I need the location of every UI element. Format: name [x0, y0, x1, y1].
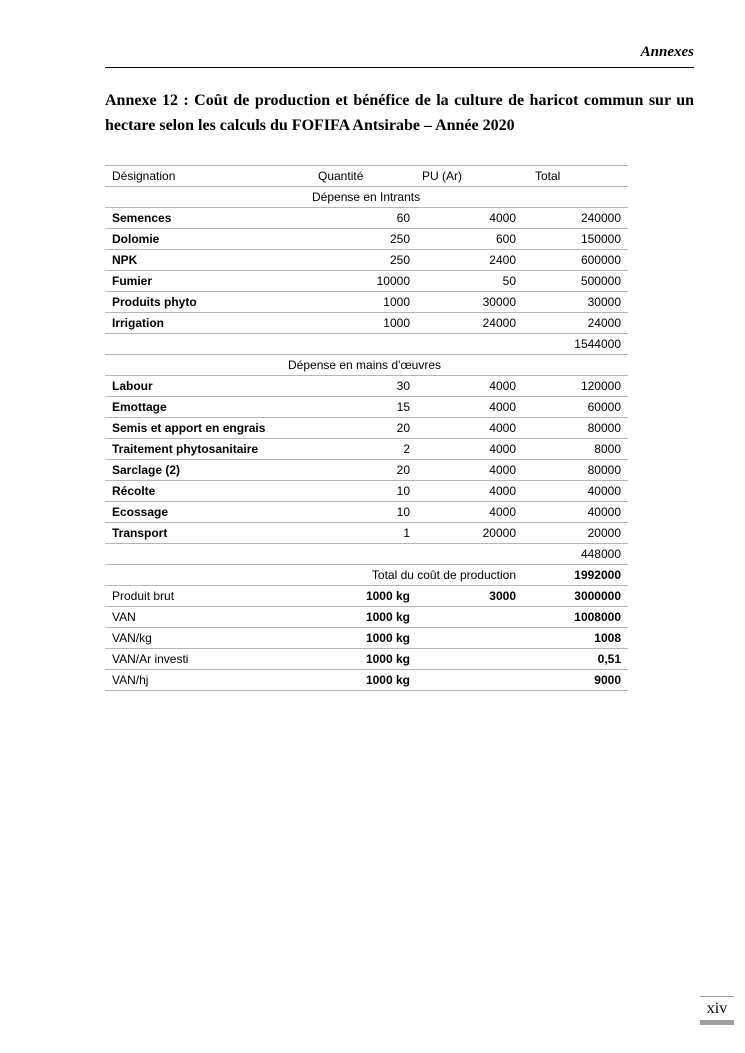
cell-quantite: 1000 kg	[288, 586, 417, 607]
cell-pu	[417, 607, 523, 628]
cell-quantite: 10	[288, 502, 417, 523]
cell-quantite: 1000 kg	[288, 649, 417, 670]
total-cost-row	[105, 565, 628, 586]
cell-pu: 24000	[417, 313, 523, 334]
table-row	[105, 229, 628, 250]
section-row-intrants	[105, 187, 628, 208]
cell-designation: Dolomie	[105, 229, 288, 250]
cell-designation: Produit brut	[105, 586, 288, 607]
col-header-total: Total	[523, 166, 628, 187]
col-header-pu: PU (Ar)	[417, 166, 523, 187]
subtotal-row-main-oeuvre	[105, 544, 628, 565]
cell-total: 80000	[523, 418, 628, 439]
table-header-row	[105, 166, 628, 187]
running-header: Annexes	[640, 44, 694, 60]
table-row	[105, 208, 628, 229]
cell-quantite: 1000	[288, 292, 417, 313]
cell-quantite: 1000 kg	[288, 670, 417, 691]
annex-title: Annexe 12 : Coût de production et bénéfice de la culture de haricot commun sur un hectare selon les calculs du FOFIFA Antsirabe – Année 2020	[105, 92, 694, 134]
cell-quantite: 60	[288, 208, 417, 229]
total-cost-value: 1992000	[523, 565, 628, 586]
table-row	[105, 439, 628, 460]
cell-designation: Emottage	[105, 397, 288, 418]
cell-pu	[417, 628, 523, 649]
cell-pu	[417, 670, 523, 691]
cell-pu: 4000	[417, 460, 523, 481]
cell-pu: 3000	[417, 586, 523, 607]
cell-total: 60000	[523, 397, 628, 418]
table-row	[105, 376, 628, 397]
cell-pu: 20000	[417, 523, 523, 544]
cell-total: 120000	[523, 376, 628, 397]
cell-total: 40000	[523, 502, 628, 523]
table-row	[105, 670, 628, 691]
cell-designation: Transport	[105, 523, 288, 544]
cell-pu: 600	[417, 229, 523, 250]
table-row	[105, 313, 628, 334]
cell-pu: 4000	[417, 502, 523, 523]
table-row	[105, 607, 628, 628]
cell-pu: 4000	[417, 439, 523, 460]
cell-quantite: 20	[288, 418, 417, 439]
cell-designation: Produits phyto	[105, 292, 288, 313]
page-number-bar	[700, 1020, 734, 1025]
cell-quantite: 10000	[288, 271, 417, 292]
cell-designation: VAN	[105, 607, 288, 628]
cell-total: 20000	[523, 523, 628, 544]
cell-total: 8000	[523, 439, 628, 460]
cell-quantite: 1	[288, 523, 417, 544]
cell-quantite: 1000 kg	[288, 607, 417, 628]
cell-total: 3000000	[523, 586, 628, 607]
cell-designation: Récolte	[105, 481, 288, 502]
cell-pu: 4000	[417, 418, 523, 439]
table-row	[105, 460, 628, 481]
table-row	[105, 502, 628, 523]
subtotal-intrants: 1544000	[523, 334, 628, 355]
cell-designation: Fumier	[105, 271, 288, 292]
cell-pu	[417, 649, 523, 670]
table-row	[105, 418, 628, 439]
cell-designation: Sarclage (2)	[105, 460, 288, 481]
cell-quantite: 10	[288, 481, 417, 502]
section-row-main-oeuvre	[105, 355, 628, 376]
cell-total: 500000	[523, 271, 628, 292]
cost-table	[105, 165, 628, 691]
table-row	[105, 586, 628, 607]
cell-total: 0,51	[523, 649, 628, 670]
header-rule	[105, 67, 694, 68]
cell-quantite: 30	[288, 376, 417, 397]
section-label-intrants: Dépense en Intrants	[288, 187, 523, 208]
table-row	[105, 628, 628, 649]
cell-quantite: 1000	[288, 313, 417, 334]
cell-pu: 4000	[417, 208, 523, 229]
cell-quantite: 250	[288, 229, 417, 250]
col-header-quantite: Quantité	[288, 166, 417, 187]
cell-total: 9000	[523, 670, 628, 691]
cell-quantite: 15	[288, 397, 417, 418]
cell-designation: NPK	[105, 250, 288, 271]
cell-designation: Labour	[105, 376, 288, 397]
cell-quantite: 2	[288, 439, 417, 460]
table-row	[105, 292, 628, 313]
cell-pu: 4000	[417, 397, 523, 418]
table-row	[105, 523, 628, 544]
cell-pu: 30000	[417, 292, 523, 313]
col-header-designation: Désignation	[105, 166, 288, 187]
cell-pu: 50	[417, 271, 523, 292]
cell-designation: Irrigation	[105, 313, 288, 334]
cell-pu: 4000	[417, 481, 523, 502]
table-row	[105, 649, 628, 670]
cell-total: 40000	[523, 481, 628, 502]
table-row	[105, 250, 628, 271]
table-row	[105, 271, 628, 292]
cell-designation: VAN/hj	[105, 670, 288, 691]
cell-quantite: 250	[288, 250, 417, 271]
cell-designation: Traitement phytosanitaire	[105, 439, 288, 460]
page-number: xiv	[700, 996, 734, 1018]
cell-pu: 2400	[417, 250, 523, 271]
cell-total: 24000	[523, 313, 628, 334]
table-row	[105, 397, 628, 418]
cell-total: 80000	[523, 460, 628, 481]
cell-designation: Ecossage	[105, 502, 288, 523]
total-cost-label: Total du coût de production	[288, 565, 523, 586]
subtotal-row-intrants	[105, 334, 628, 355]
cell-pu: 4000	[417, 376, 523, 397]
cell-total: 240000	[523, 208, 628, 229]
table-row	[105, 481, 628, 502]
cell-quantite: 20	[288, 460, 417, 481]
cell-designation: Semences	[105, 208, 288, 229]
cell-designation: VAN/Ar investi	[105, 649, 288, 670]
cell-total: 1008	[523, 628, 628, 649]
cell-quantite: 1000 kg	[288, 628, 417, 649]
cell-total: 1008000	[523, 607, 628, 628]
cell-designation: Semis et apport en engrais	[105, 418, 288, 439]
subtotal-main-oeuvre: 448000	[523, 544, 628, 565]
cell-total: 600000	[523, 250, 628, 271]
cell-designation: VAN/kg	[105, 628, 288, 649]
cell-total: 150000	[523, 229, 628, 250]
section-label-main-oeuvre: Dépense en mains d'œuvres	[105, 355, 628, 376]
cell-total: 30000	[523, 292, 628, 313]
